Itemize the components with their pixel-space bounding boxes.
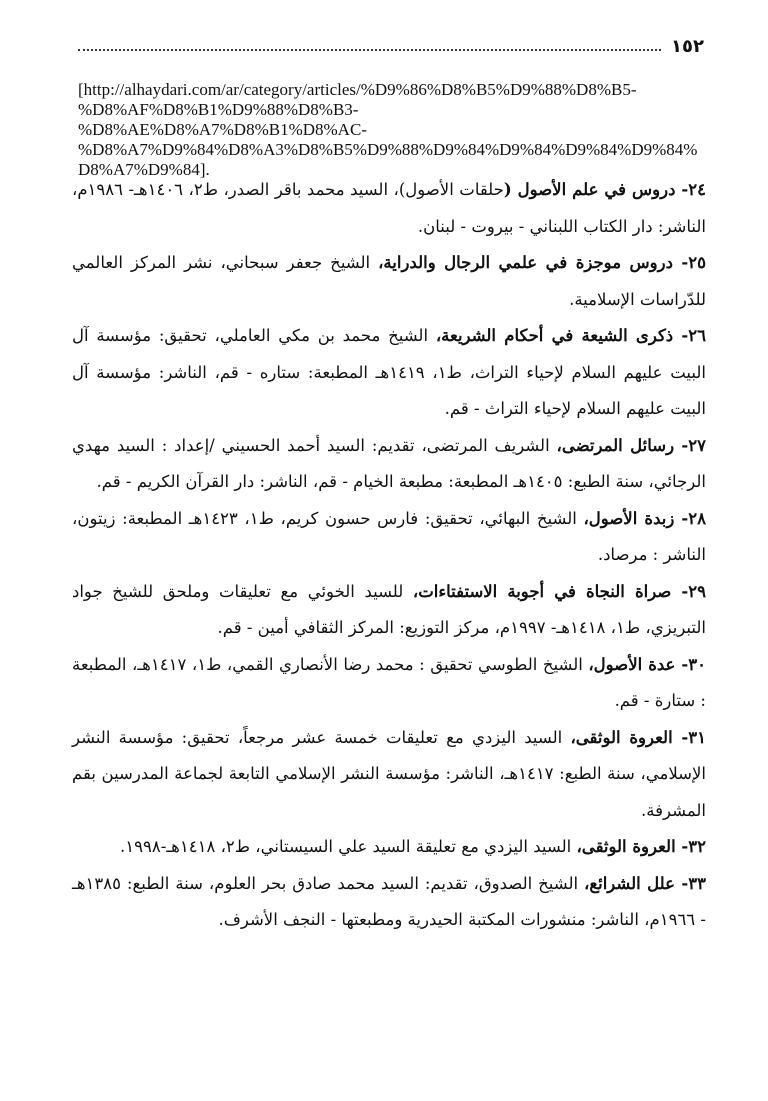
bibliography-entry-29	[72, 574, 706, 647]
entry-number: ٢٤-	[675, 180, 707, 199]
bibliography-entry-24	[72, 172, 706, 245]
bibliography-entry-28	[72, 501, 706, 574]
bibliography-list	[72, 172, 706, 939]
bibliography-entry-32	[72, 829, 706, 866]
bibliography-entry-33	[72, 866, 706, 939]
entry-details: الشيخ البهائي، تحقيق: فارس حسون كريم، ط١، ١٤٢٣هـ المطبعة: زيتون، الناشر : مرصاد.	[72, 508, 706, 564]
url-line: %D8%A7%D9%84%D8%A3%D8%B5%D9%88%D9%84%D9%84%D9%84%D9%84%D8%A7%D9%84].	[78, 140, 698, 179]
entry-title: عدة الأصول،	[588, 654, 676, 674]
entry-number: ٣٣-	[674, 873, 706, 893]
bibliography-entry-30	[72, 647, 706, 720]
entry-title: ذكرى الشيعة في أحكام الشريعة،	[435, 326, 674, 345]
entry-number: ٢٦-	[673, 326, 707, 345]
bibliography-entry-26	[72, 318, 706, 428]
page-header	[78, 28, 704, 64]
entry-number: ٣٠-	[675, 654, 706, 674]
entry-number: ٢٩-	[671, 581, 707, 601]
entry-number: ٣٢-	[675, 837, 706, 856]
entry-details: الشيخ محمد بن مكي العاملي، تحقيق: مؤسسة آل البيت عليهم السلام لإحياء التراث، ط١، ١٤١٩هـ المطبعة: ستاره - قم، الناشر: مؤسسة آل البيت عليهم السلام لإحياء التراث - قم.	[72, 326, 706, 418]
entry-details: السيد اليزدي مع تعليقة السيد علي السيستاني، ط٢، ١٤١٨هـ-١٩٩٨.	[120, 837, 577, 856]
entry-number: ٢٥-	[672, 253, 706, 272]
entry-details: الشيخ الصدوق، تقديم: السيد محمد صادق بحر العلوم، سنة الطبع: ١٣٨٥هـ - ١٩٦٦م، الناشر: منشورات المكتبة الحيدرية ومطبعتها - النجف الأشرف.	[72, 873, 706, 929]
url-reference	[78, 80, 698, 180]
entry-details: الشريف المرتضى، تقديم: السيد أحمد الحسيني /إعداد : السيد مهدي الرجائي، سنة الطبع: ١٤٠٥هـ المطبعة: مطبعة الخيام - قم، الناشر: دار القرآن الكريم - قم.	[72, 435, 706, 491]
bibliography-entry-31	[72, 720, 706, 830]
entry-details: الشيخ جعفر سبحاني، نشر المركز العالمي للدّراسات الإسلامية.	[72, 253, 706, 309]
entry-title: رسائل المرتضى،	[556, 435, 675, 455]
url-line: [http://alhaydari.com/ar/category/articles/%D9%86%D8%B5%D9%88%D8%B5-	[78, 80, 637, 99]
bibliography-entry-27	[72, 428, 706, 501]
entry-title: العروة الوثقى،	[570, 727, 673, 747]
entry-title: زبدة الأصول،	[583, 508, 675, 528]
entry-title: صراة النجاة في أجوبة الاستفتاءات،	[412, 581, 672, 601]
entry-number: ٢٨-	[674, 508, 707, 528]
entry-title: علل الشرائع،	[584, 873, 675, 893]
header-dotted-rule	[78, 49, 661, 51]
bibliography-entry-25	[72, 245, 706, 318]
entry-title: العروة الوثقى،	[576, 837, 676, 856]
entry-details: للسيد الخوئي مع تعليقات وملحق للشيخ جواد التبريزي، ط١، ١٤١٨هـ- ١٩٩٧م، مركز التوزيع: المركز الثقافي أمين - قم.	[72, 581, 706, 637]
entry-details: الشيخ الطوسي تحقيق : محمد رضا الأنصاري القمي، ط١، ١٤١٧هـ، المطبعة : ستارة - قم.	[72, 654, 706, 710]
entry-number: ٢٧-	[674, 435, 706, 455]
entry-title: دروس موجزة في علمي الرجال والدراية،	[378, 253, 673, 272]
entry-title: دروس في علم الأصول (	[503, 180, 676, 199]
entry-details: حلقات الأصول)، السيد محمد باقر الصدر، ط٢، ١٤٠٦هـ- ١٩٨٦م، الناشر: دار الكتاب اللبناني - بيروت - لبنان.	[72, 180, 706, 236]
entry-details: السيد اليزدي مع تعليقات خمسة عشر مرجعاً، تحقيق: مؤسسة النشر الإسلامي، سنة الطبع: ١٤١٧هـ، الناشر: مؤسسة النشر الإسلامي التابعة لجماعة المدرسين بقم المشرفة.	[72, 727, 706, 820]
entry-number: ٣١-	[672, 727, 707, 747]
url-line: %D8%AE%D8%A7%D8%B1%D8%AC-	[78, 120, 367, 139]
page-number: ١٥٢	[671, 35, 704, 57]
url-line: %D8%AF%D8%B1%D9%88%D8%B3-	[78, 100, 359, 119]
